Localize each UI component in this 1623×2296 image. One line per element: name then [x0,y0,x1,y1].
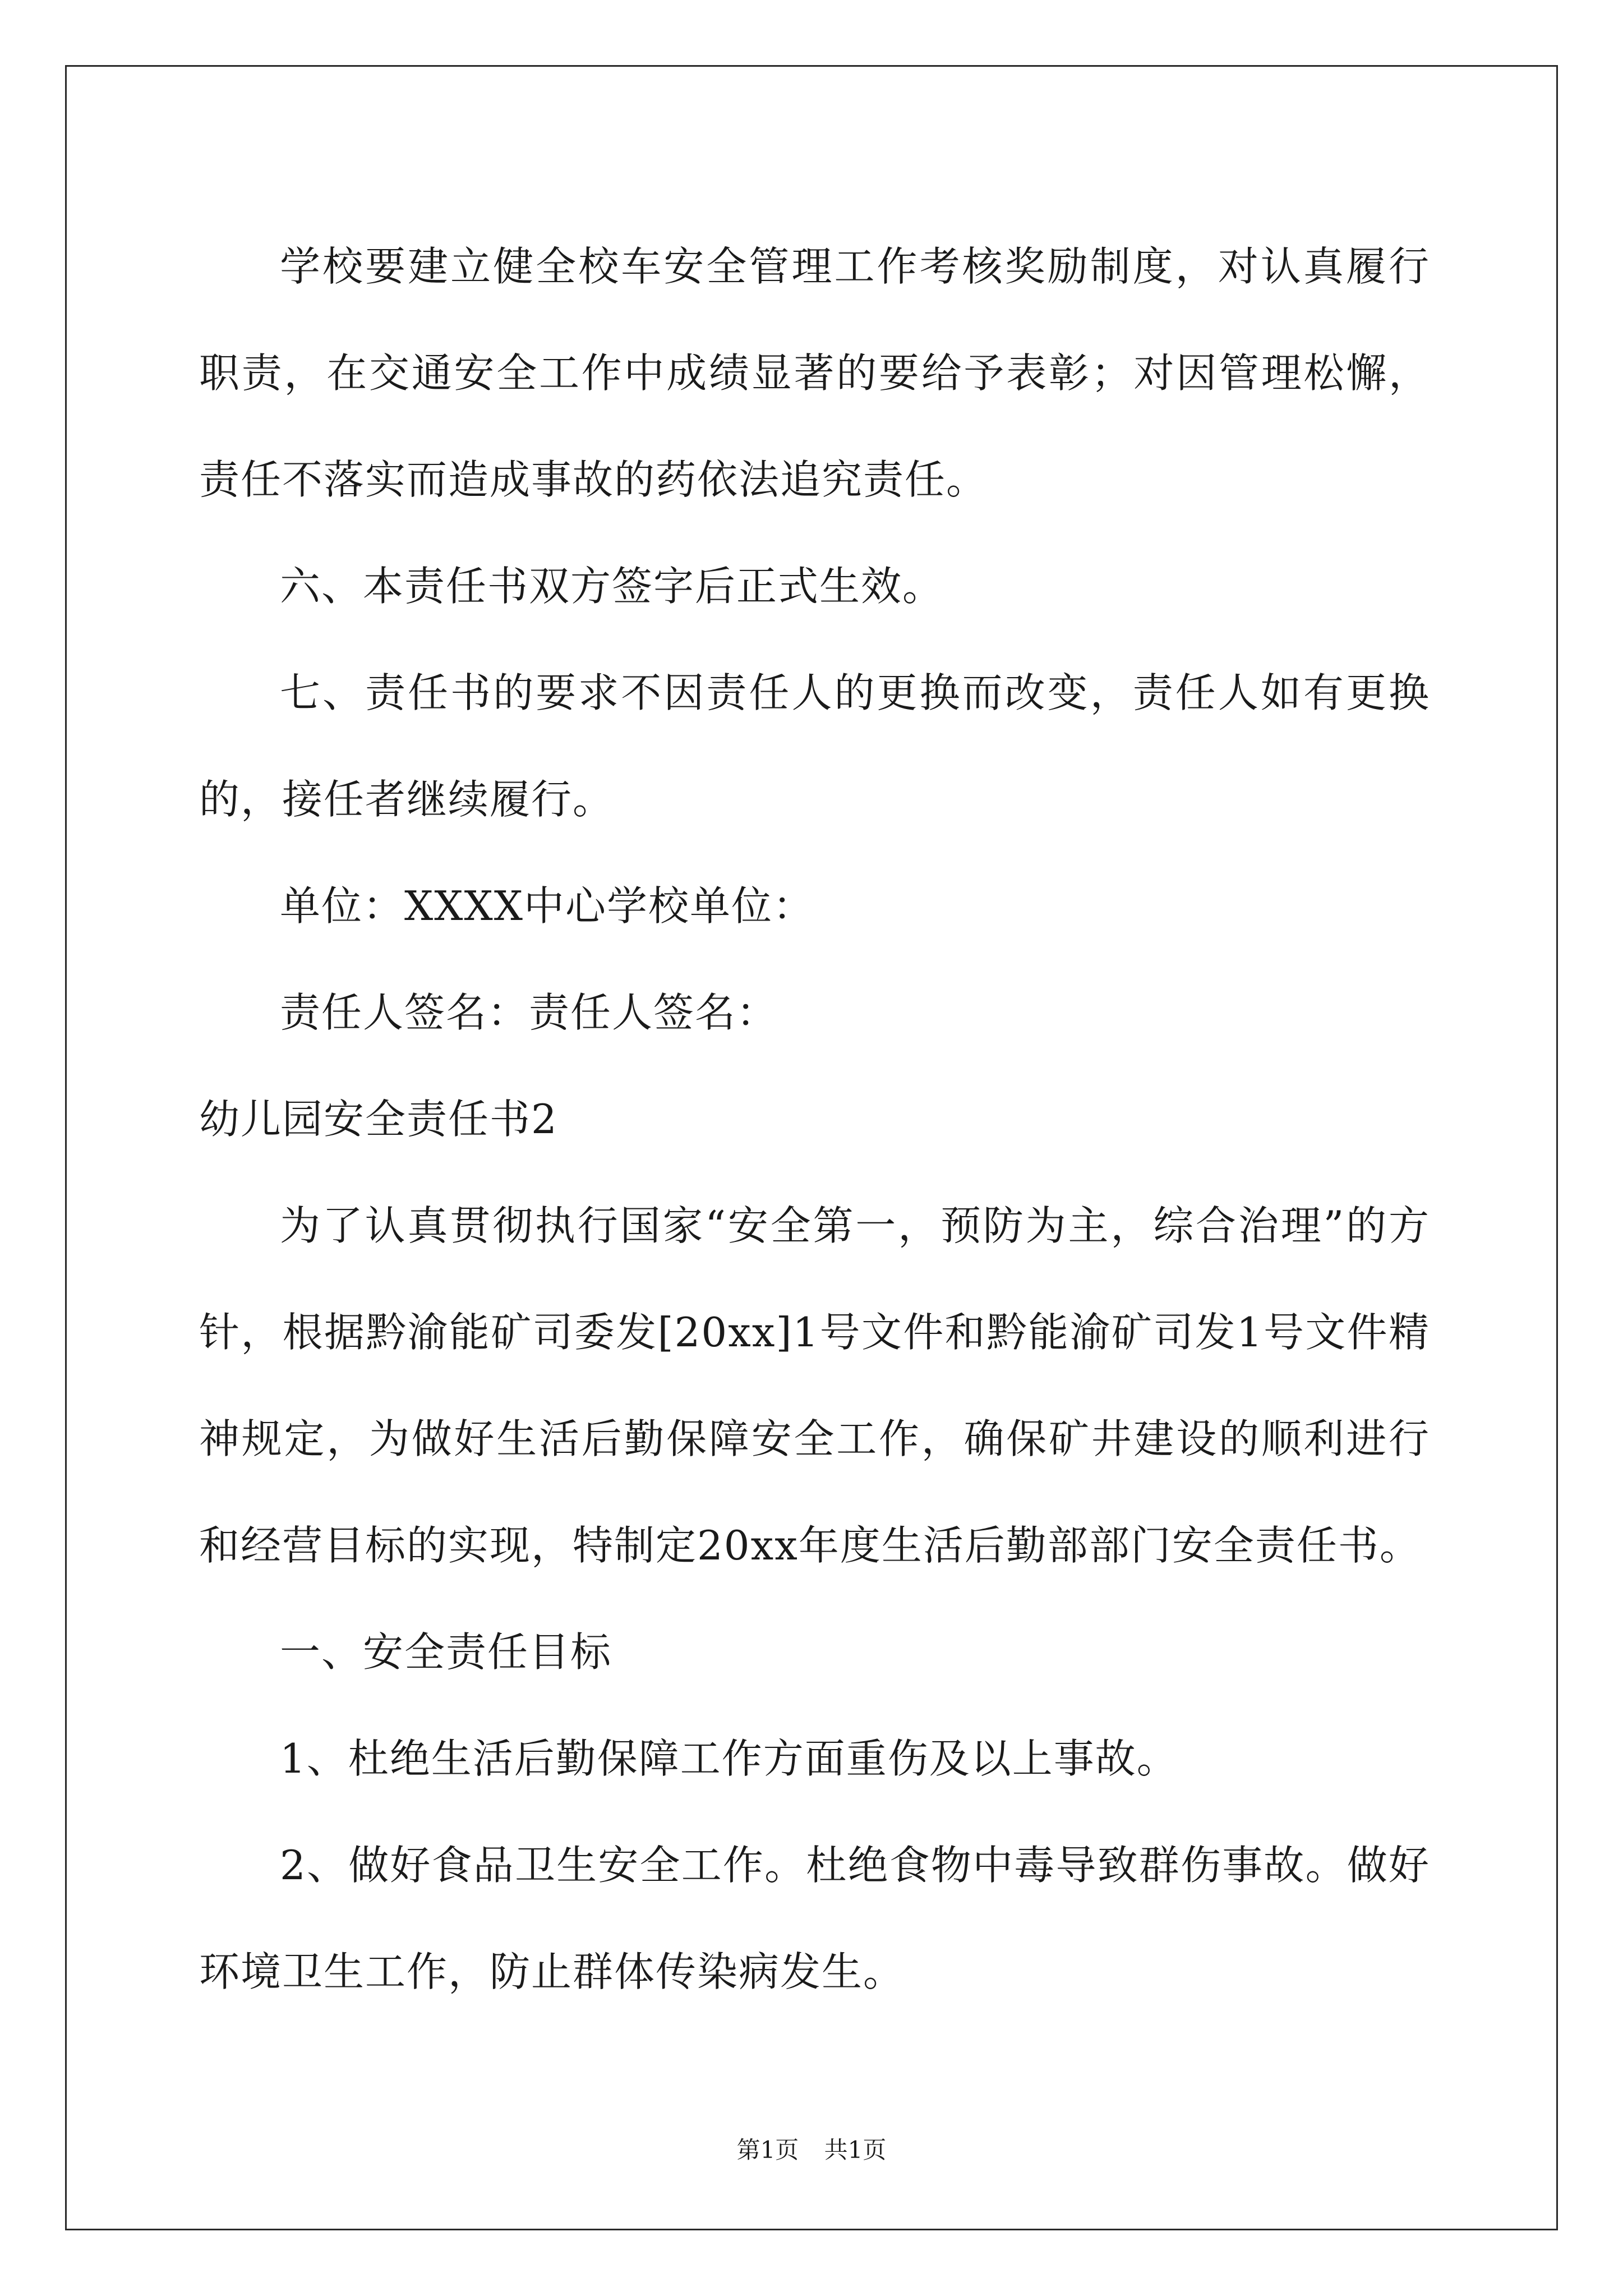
page-total: 共1页 [824,2136,887,2164]
paragraph-goal-heading: 一、安全责任目标 [280,1628,612,1676]
paragraph-reward-system: 学校要建立健全校车安全管理工作考核奖励制度，对认真履行职责，在交通安全工作中成绩显著的要给予表彰；对因管理松懈，责任不落实而造成事故的药依法追究责任。 [199,243,1430,503]
section-heading: 幼儿园安全责任书2 [199,1096,558,1143]
page-footer [0,2132,1623,2165]
document-body [199,213,1430,2025]
paragraph-clause-six: 六、本责任书双方签字后正式生效。 [280,563,944,610]
paragraph-intro: 为了认真贯彻执行国家“安全第一，预防为主，综合治理”的方针，根据黔渝能矿司委发[20xx]1号文件和黔能渝矿司发1号文件精神规定，为做好生活后勤保障安全工作，确保矿井建设的顺利进行和经营目标的实现，特制定20xx年度生活后勤部部门安全责任书。 [199,1202,1430,1569]
paragraph-signature-line: 责任人签名：责任人签名： [280,989,778,1036]
paragraph-goal-one: 1、杜绝生活后勤保障工作方面重伤及以上事故。 [280,1735,1178,1782]
page-number: 第1页 [736,2136,799,2164]
paragraph-goal-two: 2、做好食品卫生安全工作。杜绝食物中毒导致群伤事故。做好环境卫生工作，防止群体传染病发生。 [199,1842,1430,1995]
paragraph-unit-line: 单位：XXXX中心学校单位： [280,882,815,930]
paragraph-clause-seven: 七、责任书的要求不因责任人的更换而改变，责任人如有更换的，接任者继续履行。 [199,669,1430,823]
